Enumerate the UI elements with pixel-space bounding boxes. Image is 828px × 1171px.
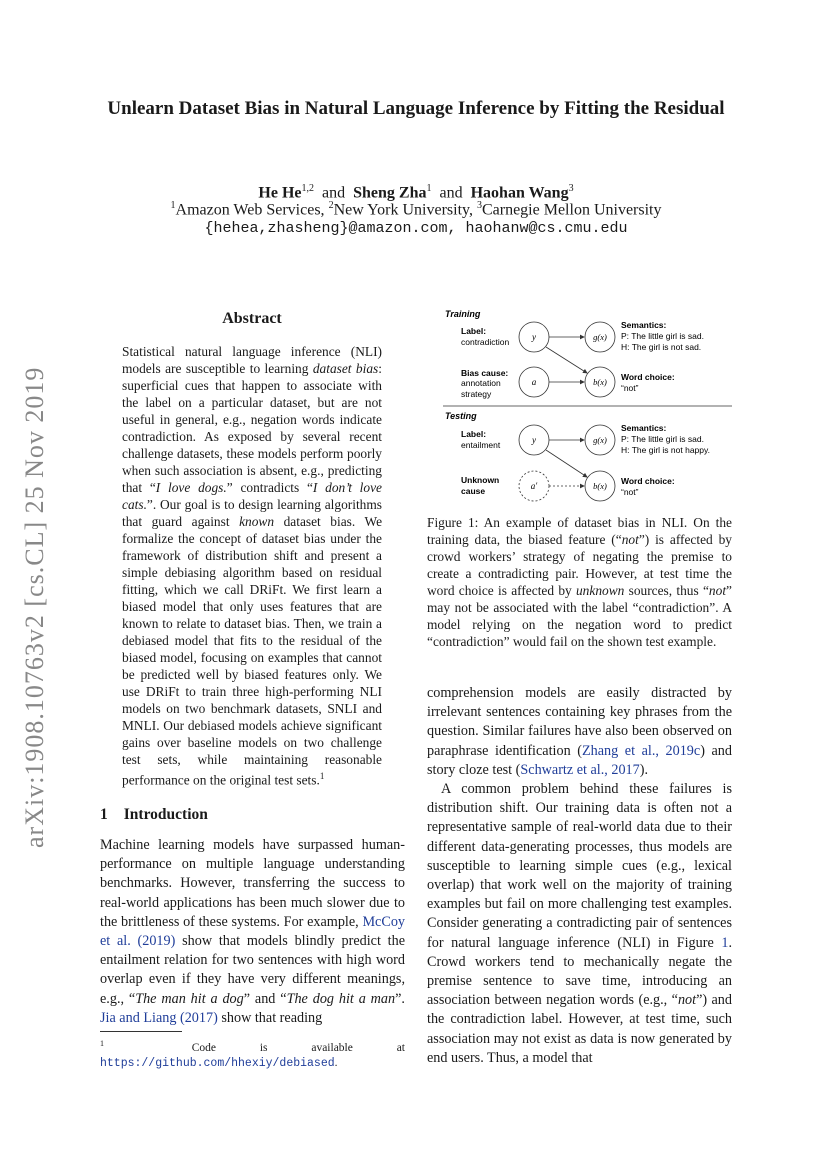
svg-text:H: The girl is not sad.: H: The girl is not sad.	[621, 342, 702, 352]
svg-text:P: The little girl is sad.: P: The little girl is sad.	[621, 331, 704, 341]
svg-text:“not”: “not”	[621, 383, 639, 393]
svg-text:g(x): g(x)	[593, 332, 607, 342]
footnote: $^1$ Code is available at https://github.com/hhexiy/debiased.	[100, 1039, 405, 1070]
figure-ref-link[interactable]: 1	[721, 934, 729, 951]
paragraph: comprehension models are easily distracted by irrelevant sentences containing key phrases from the question. Similar failures have also been observed on paraphrase identification (Zhang et al., 2019c) and story cloze test (Schwartz et al., 2017).	[427, 685, 732, 778]
affil-mark: 3	[476, 200, 482, 211]
citation-link[interactable]: Jia and Liang (2017)	[100, 1009, 218, 1026]
word-choice-heading: Word choice:	[621, 372, 675, 382]
affil-text: Amazon Web Services,	[175, 201, 329, 219]
svg-text:a: a	[531, 377, 537, 387]
author-separator: and	[322, 184, 346, 202]
author-name: Sheng Zha	[353, 184, 427, 202]
affil-text: Carnegie Mellon University	[481, 201, 662, 219]
affil-mark: 1	[170, 200, 176, 211]
section-heading: 1 Introduction	[100, 806, 208, 823]
svg-text:cause: cause	[461, 486, 486, 496]
citation-link[interactable]: McCoy et al. (2019)	[100, 913, 405, 950]
label-heading: Label:	[461, 326, 487, 336]
code-url-link[interactable]: https://github.com/hhexiy/debiased	[100, 1056, 335, 1070]
svg-text:y: y	[532, 435, 536, 445]
affil-mark: 2	[328, 200, 334, 211]
footnote-ref[interactable]: 1	[319, 771, 325, 781]
svg-text:H: The girl is not happy.: H: The girl is not happy.	[621, 445, 710, 455]
testing-label: Testing	[445, 411, 477, 421]
citation-link[interactable]: Zhang et al., 2019c	[581, 742, 701, 759]
author-name: He He	[258, 184, 302, 202]
svg-text:Unknown: Unknown	[461, 475, 500, 485]
bias-value: strategy	[461, 389, 492, 399]
author-affil-mark: 3	[568, 183, 574, 194]
svg-text:b(x): b(x)	[593, 481, 607, 491]
paragraph: A common problem behind these failures is distribution shift. Our training data is often not a representative sample of real-world data due to their different data-generating processes, thus models are susceptible to learning simple cues (e.g., lexical overlap) that work well on the majority of training examples but fail on more challenging test examples. Consider generating a contradicting pair of sentences for natural language inference (NLI) in Figure 1. Crowd workers tend to mechanically negate the premise sentence to save time, introducing an association between negation words (e.g., “not”) and the contradiction label. However, at test time, such association may not exist as data is now generated by end users. Thus, a model that	[427, 781, 732, 1066]
abstract-heading: Abstract	[222, 310, 282, 327]
svg-text:a′: a′	[530, 481, 538, 491]
arxiv-stamp: arXiv:1908.10763v2 [cs.CL] 25 Nov 2019	[20, 366, 49, 848]
svg-text:P: The little girl is sad.: P: The little girl is sad.	[621, 434, 704, 444]
svg-text:“not”: “not”	[621, 487, 639, 497]
affil-text: New York University,	[333, 201, 477, 219]
author-separator: and	[439, 184, 463, 202]
paper-title: Unlearn Dataset Bias in Natural Language Inference by Fitting the Residual	[107, 98, 725, 119]
svg-text:Semantics:: Semantics:	[621, 423, 667, 433]
svg-text:g(x): g(x)	[593, 435, 607, 445]
bias-value: annotation	[461, 378, 501, 388]
author-name: Haohan Wang	[470, 184, 569, 202]
author-emails: {hehea,zhasheng}@amazon.com, haohanw@cs.cmu.edu	[204, 220, 628, 237]
training-label: Training	[445, 309, 481, 319]
author-affil-mark: 1	[426, 183, 432, 194]
intro-column-left: Machine learning models have surpassed human-performance on multiple language understanding benchmarks. However, transferring the success to real-world applications has been much slower due to the brittleness of these systems. For example, McCoy et al. (2019) show that models blindly predict the entailment relation for two sentences with high word overlap even if they have very different meanings, e.g., “The man hit a dog” and “The dog hit a man”. Jia and Liang (2017) show that reading	[100, 837, 405, 1026]
citation-link[interactable]: Schwartz et al., 2017	[520, 761, 640, 778]
semantics-heading: Semantics:	[621, 320, 667, 330]
intro-column-right	[427, 684, 732, 1068]
affiliations	[100, 200, 732, 219]
figure-1-caption: Figure 1: An example of dataset bias in NLI. On the training data, the biased feature (“not”) is affected by crowd workers’ strategy of negating the premise to create a contradicting pair. However, at test time the word choice is affected by unknown sources, thus “not” may not be associated with the label “contradiction”. A model relying on the negation word to predict “contradiction” would fail on the shown test example.	[427, 515, 732, 649]
svg-text:Label:: Label:	[461, 429, 487, 439]
abstract-body: Statistical natural language inference (NLI) models are susceptible to learning dataset bias: superficial cues that happen to associate with the label on a particular dataset, but are not useful in general, e.g., negation words indicate contradiction. As exposed by several recent challenge datasets, these models perform poorly when such association is absent, e.g., predicting that “I love dogs.” contradicts “I don’t love cats.”. Our goal is to design learning algorithms that guard against known dataset bias. We formalize the concept of dataset bias under the framework of distribution shift and present a simple debiasing algorithm based on residual fitting, which we call DRiFt. We first learn a biased model that only uses features that are known to relate to dataset bias. Then, we train a debiased model that fits to the residual of the biased model, focusing on examples that cannot be predicted well by biased features only. We use DRiFt to train three high-performing NLI models on two benchmark datasets, SNLI and MNLI. Our debiased models achieve significant gains over baseline models on two challenge test sets, while maintaining reasonable performance on the original test sets.$^1$	[122, 344, 383, 788]
svg-text:b(x): b(x)	[593, 377, 607, 387]
svg-text:Word choice:: Word choice:	[621, 476, 675, 486]
author-affil-mark: 1,2	[301, 183, 315, 194]
figure-1-diagram	[427, 306, 732, 506]
svg-text:entailment: entailment	[461, 440, 501, 450]
label-value: contradiction	[461, 337, 510, 347]
footnote-divider	[100, 1031, 182, 1032]
bias-heading: Bias cause:	[461, 368, 509, 378]
svg-text:y: y	[532, 332, 536, 342]
